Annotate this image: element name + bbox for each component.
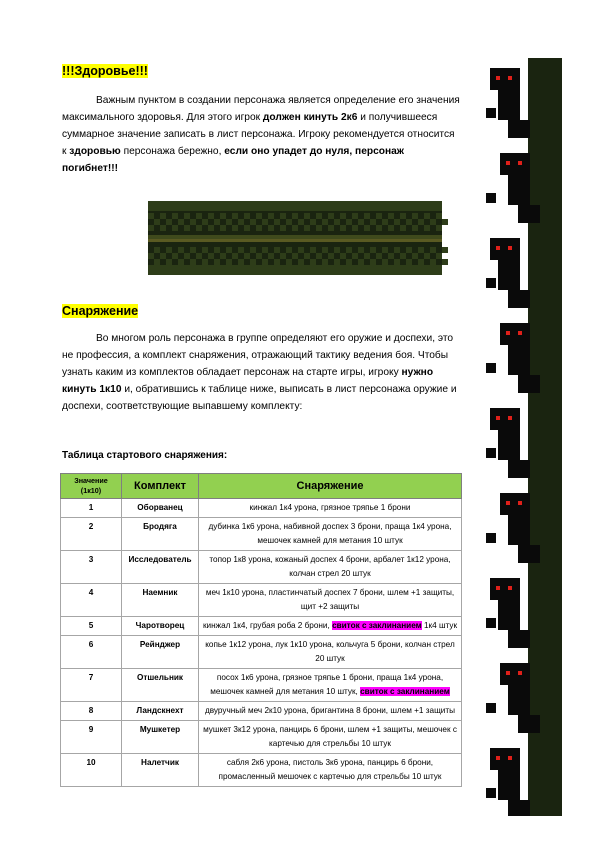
table-row bbox=[61, 551, 462, 584]
row-value: 9 bbox=[61, 721, 122, 754]
gear-text: кинжал 1к4, грубая роба 2 брони, bbox=[202, 621, 333, 630]
spell-scroll-highlight: свиток с заклинанием bbox=[332, 621, 422, 630]
row-kit: Бродяга bbox=[122, 518, 199, 551]
gear-text: сабля 2к6 урона, пистоль 3к6 урона, панцирь 6 брони, промасленный мешочек с картечью для стрельбы 10 штук bbox=[218, 758, 442, 781]
header-value-line2: (1к10) bbox=[80, 486, 102, 495]
row-kit: Исследователь bbox=[122, 551, 199, 584]
table-row bbox=[61, 754, 462, 787]
row-kit: Наемник bbox=[122, 584, 199, 617]
row-value: 1 bbox=[61, 499, 122, 518]
table-row bbox=[61, 721, 462, 754]
row-value: 3 bbox=[61, 551, 122, 584]
row-value: 2 bbox=[61, 518, 122, 551]
row-value: 5 bbox=[61, 617, 122, 636]
pixel-banner-image bbox=[142, 195, 448, 281]
gear-text: 1к4 штук bbox=[421, 621, 458, 630]
health-text-1: Важным пунктом в создании персонажа является определение его значения максимального здоровья. Для этого игрок bbox=[62, 95, 460, 123]
health-text-bold-roll: должен кинуть 2к6 bbox=[262, 112, 358, 123]
equipment-text-bold-roll: нужно кинуть 1к10 bbox=[62, 367, 434, 395]
row-kit: Ландскнехт bbox=[122, 702, 199, 721]
row-kit: Оборванец bbox=[122, 499, 199, 518]
table-caption: Таблица стартового снаряжения: bbox=[62, 450, 228, 461]
gear-text: топор 1к8 урона, кожаный доспех 4 брони, арбалет 1к12 урона, колчан стрел 20 штук bbox=[209, 555, 451, 578]
header-value-line1: Значение bbox=[74, 476, 108, 485]
gear-text: посох 1к6 урона, грязное тряпье 1 брони, праща 1к4 урона, мешочек камней для метания 10 штук, bbox=[210, 673, 444, 696]
starting-gear-table bbox=[60, 473, 462, 787]
row-gear bbox=[199, 721, 462, 754]
row-kit: Отшельник bbox=[122, 669, 199, 702]
table-row bbox=[61, 584, 462, 617]
row-gear bbox=[199, 702, 462, 721]
row-value: 10 bbox=[61, 754, 122, 787]
health-heading bbox=[62, 64, 148, 78]
equipment-paragraph bbox=[62, 330, 460, 415]
health-text-2: и получившееся суммарное значение записать в лист персонажа. Игроку рекомендуется относится к bbox=[62, 112, 455, 157]
equipment-heading bbox=[62, 304, 138, 318]
equipment-text-1: Во многом роль персонажа в группе определяют его оружие и доспехи, это не профессия, а комплект снаряжения, отражающий тактику ведения боя. Чтобы узнать каким из комплектов обладает персонаж на старте игры, игроку bbox=[62, 333, 454, 378]
table-row bbox=[61, 702, 462, 721]
header-gear: Снаряжение bbox=[199, 474, 462, 499]
table-row bbox=[61, 669, 462, 702]
row-kit: Чаротворец bbox=[122, 617, 199, 636]
gear-text: меч 1к10 урона, пластинчатый доспех 7 брони, шлем +1 защиты, щит +2 защиты bbox=[205, 588, 455, 611]
row-gear bbox=[199, 617, 462, 636]
row-gear bbox=[199, 754, 462, 787]
health-heading-text: !!!Здоровье!!! bbox=[62, 64, 148, 78]
table-header-row bbox=[61, 474, 462, 499]
gear-text: кинжал 1к4 урона, грязное тряпье 1 брони bbox=[249, 503, 411, 512]
header-value bbox=[61, 474, 122, 499]
row-kit: Налетчик bbox=[122, 754, 199, 787]
table-row bbox=[61, 518, 462, 551]
spell-scroll-highlight: свиток с заклинанием bbox=[360, 687, 450, 696]
health-paragraph bbox=[62, 92, 460, 177]
table-row bbox=[61, 636, 462, 669]
equipment-text-2: и, обратившись к таблице ниже, выписать в лист персонажа оружие и доспехи, соответствующие выпавшему комплекту: bbox=[62, 384, 457, 412]
row-gear bbox=[199, 636, 462, 669]
row-value: 4 bbox=[61, 584, 122, 617]
health-text-bold-death: если оно упадет до нуля, персонаж погибнет!!! bbox=[62, 146, 405, 174]
row-value: 7 bbox=[61, 669, 122, 702]
row-value: 8 bbox=[61, 702, 122, 721]
row-value: 6 bbox=[61, 636, 122, 669]
row-gear bbox=[199, 518, 462, 551]
gear-text: мушкет 3к12 урона, панцирь 6 брони, шлем +1 защиты, мешочек с картечью для стрельбы 10 штук bbox=[203, 725, 457, 748]
row-gear bbox=[199, 669, 462, 702]
row-kit: Мушкетер bbox=[122, 721, 199, 754]
health-text-3: персонажа бережно, bbox=[120, 146, 225, 157]
health-text-bold-health: здоровью bbox=[69, 146, 121, 157]
gear-text: двуручный меч 2к10 урона, бригантина 8 брони, шлем +1 защиты bbox=[204, 706, 456, 715]
row-kit: Рейнджер bbox=[122, 636, 199, 669]
gear-text: дубинка 1к6 урона, набивной доспех 3 брони, праща 1к4 урона, мешочек камней для метания 10 штук bbox=[208, 522, 452, 545]
row-gear bbox=[199, 584, 462, 617]
header-kit: Комплект bbox=[122, 474, 199, 499]
table-row bbox=[61, 617, 462, 636]
row-gear bbox=[199, 551, 462, 584]
table-row bbox=[61, 499, 462, 518]
equipment-heading-text: Снаряжение bbox=[62, 304, 139, 318]
gear-text: копье 1к12 урона, лук 1к10 урона, кольчуга 5 брони, колчан стрел 20 штук bbox=[205, 640, 455, 663]
decorative-border-image bbox=[482, 58, 562, 816]
row-gear bbox=[199, 499, 462, 518]
